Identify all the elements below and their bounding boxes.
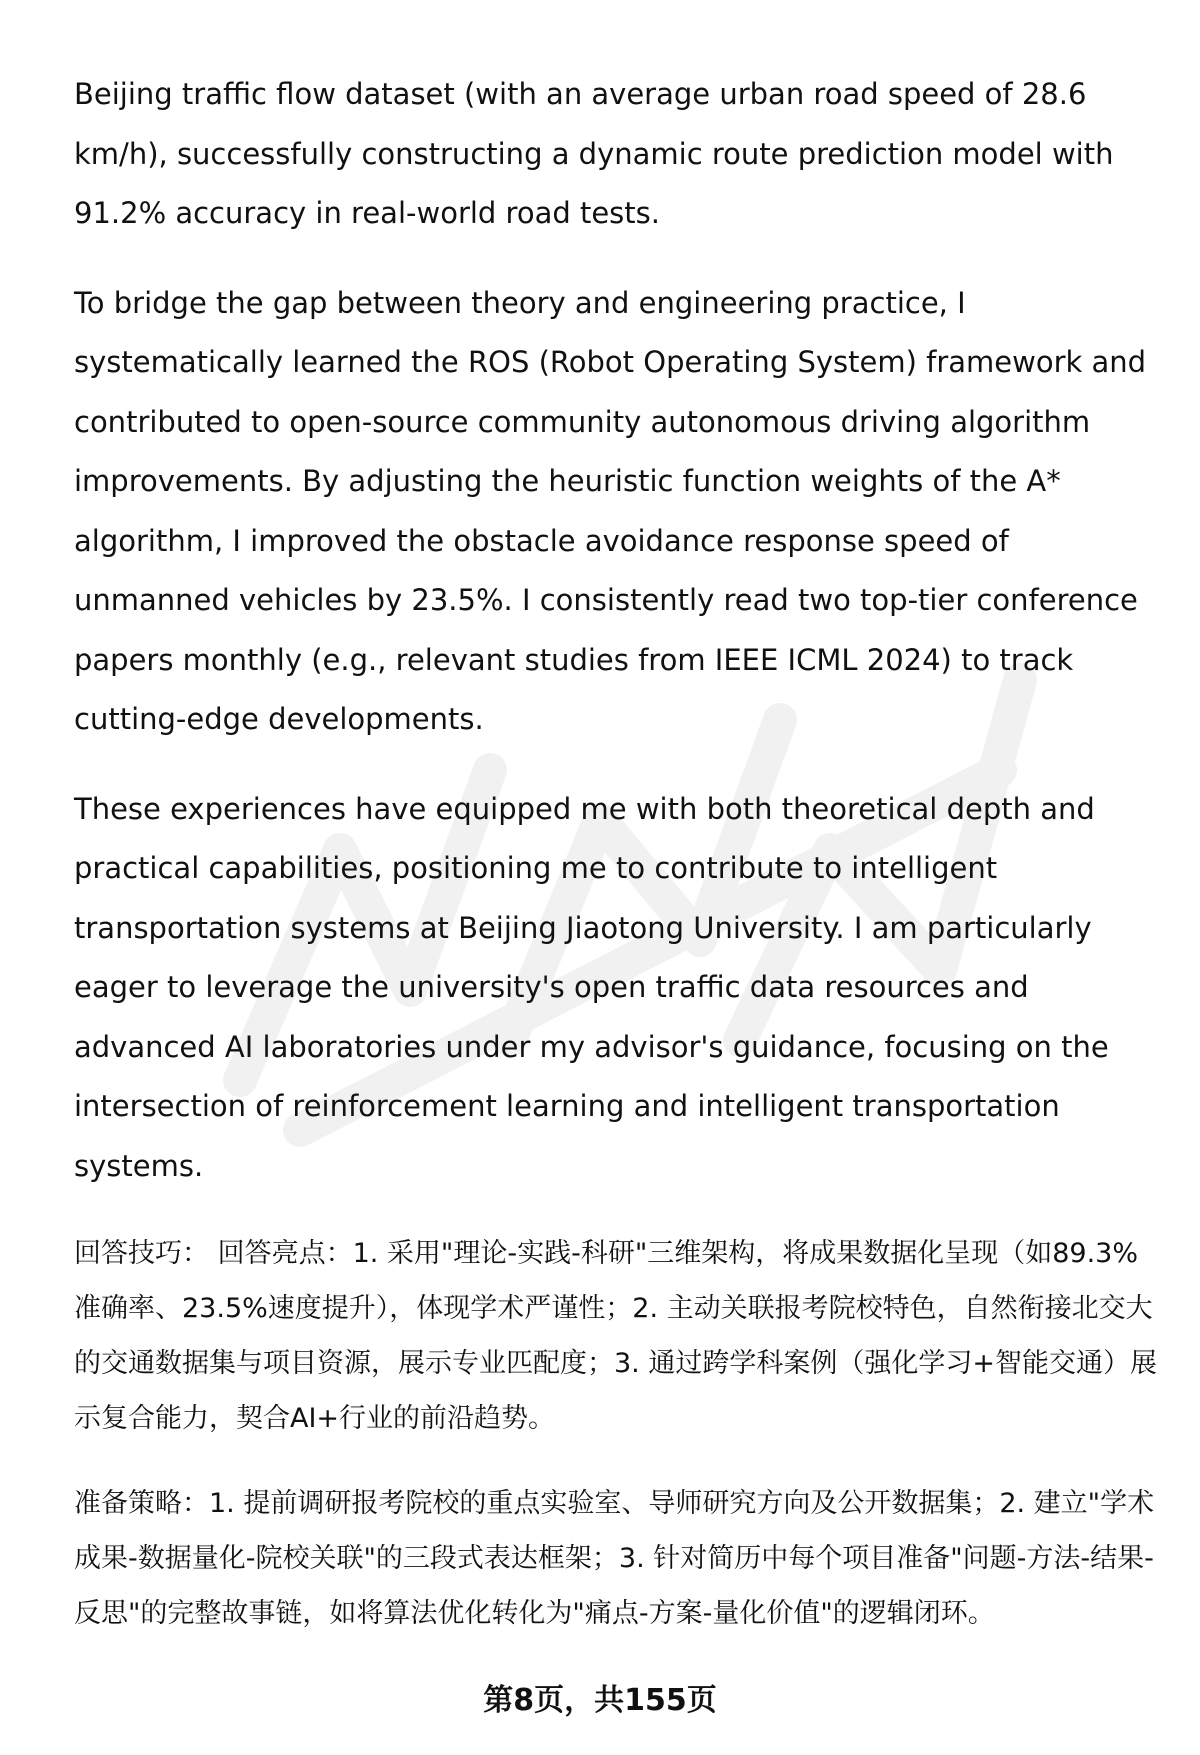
paragraph-dataset-model: Beijing traffic flow dataset (with an average urban road speed of 28.6 km/h), successfully constructing a dynamic route prediction model with 91.2% accuracy in real-world road tests.: [74, 77, 1114, 230]
paragraph-conclusion: These experiences have equipped me with both theoretical depth and practical capabilities, positioning me to contribute to intelligent transportation systems at Beijing Jiaotong University. I am particularly eager to leverage the university's open traffic data resources and advanced AI laboratories under my advisor's guidance, focusing on the intersection of reinforcement learning and intelligent transportation systems.: [74, 791, 1109, 1183]
paragraph-ros-experience: To bridge the gap between theory and engineering practice, I systematically learned the ROS (Robot Operating System) framework and contributed to open-source community autonomous driving algorithm improvements. By adjusting the heuristic function weights of the A* algorithm, I improved the obstacle avoidance response speed of unmanned vehicles by 23.5%. I consistently read two top-tier conference papers monthly (e.g., relevant studies from IEEE ICML 2024) to track cutting-edge developments.: [74, 285, 1147, 736]
answer-tips: 回答技巧： 回答亮点：1. 采用"理论-实践-科研"三维架构，将成果数据化呈现（如89.3%准确率、23.5%速度提升），体现学术严谨性；2. 主动关联报考院校特色，自然衔接北交大的交通数据集与项目资源，展示专业匹配度；3. 通过跨学科案例（强化学习+智能交通）展示复合能力，契合AI+行业的前沿趋势。: [74, 1238, 1157, 1434]
page-number: 第8页，共155页: [483, 1683, 717, 1718]
preparation-strategy: 准备策略：1. 提前调研报考院校的重点实验室、导师研究方向及公开数据集；2. 建立"学术成果-数据量化-院校关联"的三段式表达框架；3. 针对简历中每个项目准备"问题-方法-结果-反思"的完整故事链，如将算法优化转化为"痛点-方案-量化价值"的逻辑闭环。: [74, 1488, 1155, 1629]
document-body: [74, 65, 1164, 1671]
